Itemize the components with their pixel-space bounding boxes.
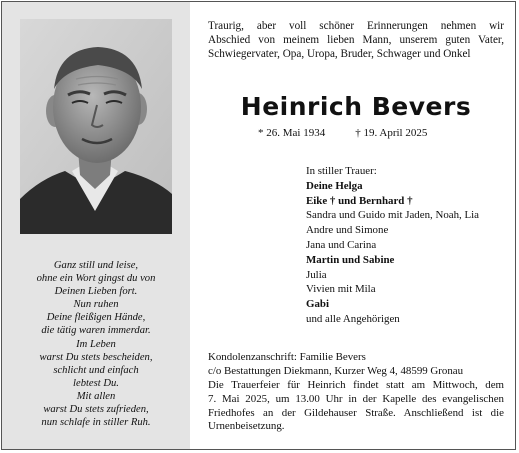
- mourner-line: und alle Angehörigen: [306, 312, 400, 325]
- mourner-line: In stiller Trauer:: [306, 165, 377, 177]
- poem-line: Mit allen: [76, 390, 116, 402]
- poem-line: die tätig waren immerdar.: [41, 325, 151, 337]
- poem-line: lebtest Du.: [73, 377, 119, 389]
- life-dates: [258, 127, 427, 139]
- death-date: † 19. April 2025: [355, 127, 428, 139]
- poem-line: Im Leben: [76, 338, 116, 350]
- condolence-address: [208, 351, 504, 378]
- mourner-line: Jana und Carina: [306, 238, 377, 251]
- poem-line: Deinen Lieben fort.: [54, 286, 138, 298]
- funeral-line: 7. Mai 2025, um 13.00 Uhr in der Kapelle des evangelischen: [208, 392, 504, 405]
- mourner-line: Julia: [306, 268, 327, 281]
- contact-line: Kondolenzanschrift: Familie Bevers: [208, 351, 366, 363]
- left-panel: [2, 2, 190, 449]
- funeral-line: Urnenbeisetzung.: [208, 420, 285, 433]
- intro-text: [208, 19, 504, 61]
- mourner-line: Martin und Sabine: [306, 253, 395, 266]
- portrait-photo: [20, 19, 172, 234]
- mourner-line: Deine Helga: [306, 179, 363, 192]
- intro-line: Traurig, aber voll schöner Erinnerungen nehmen wir: [208, 20, 504, 32]
- mourner-line: Sandra und Guido mit Jaden, Noah, Lia: [306, 209, 480, 222]
- poem-line: warst Du stets bescheiden,: [39, 351, 153, 363]
- contact-line: c/o Bestattungen Diekmann, Kurzer Weg 4, 48599 Gronau: [208, 364, 464, 377]
- intro-line: Abschied von meinem lieben Mann, unserem guten Vater,: [208, 34, 504, 46]
- birth-date: * 26. Mai 1934: [258, 127, 326, 139]
- funeral-line: Friedhofes an der Gildehauser Straße. Anschließend ist die: [208, 406, 504, 419]
- mourners-list: [306, 164, 479, 327]
- poem: [8, 259, 184, 429]
- deceased-name: Heinrich Bevers: [240, 92, 472, 121]
- poem-line: Deine fleißigen Hände,: [46, 312, 146, 324]
- mourner-line: Andre und Simone: [306, 224, 389, 237]
- poem-line: schlicht und einfach: [53, 364, 139, 376]
- funeral-info: [208, 379, 504, 434]
- mourner-line: Eike † und Bernhard †: [306, 194, 413, 207]
- funeral-line: Die Trauerfeier für Heinrich findet statt am Mittwoch, dem: [208, 379, 504, 391]
- obituary-notice: [1, 1, 516, 450]
- mourner-line: Vivien mit Mila: [306, 283, 376, 296]
- poem-line: Nun ruhen: [73, 299, 119, 311]
- intro-line: Schwiegervater, Opa, Uropa, Bruder, Schwager und Onkel: [208, 48, 471, 60]
- poem-line: warst Du stets zufrieden,: [43, 404, 149, 416]
- mourner-line: Gabi: [306, 298, 329, 311]
- poem-line: nun schlafe in stiller Ruh.: [41, 417, 151, 429]
- poem-line: ohne ein Wort gingst du von: [36, 273, 156, 285]
- poem-line: Ganz still und leise,: [53, 260, 139, 271]
